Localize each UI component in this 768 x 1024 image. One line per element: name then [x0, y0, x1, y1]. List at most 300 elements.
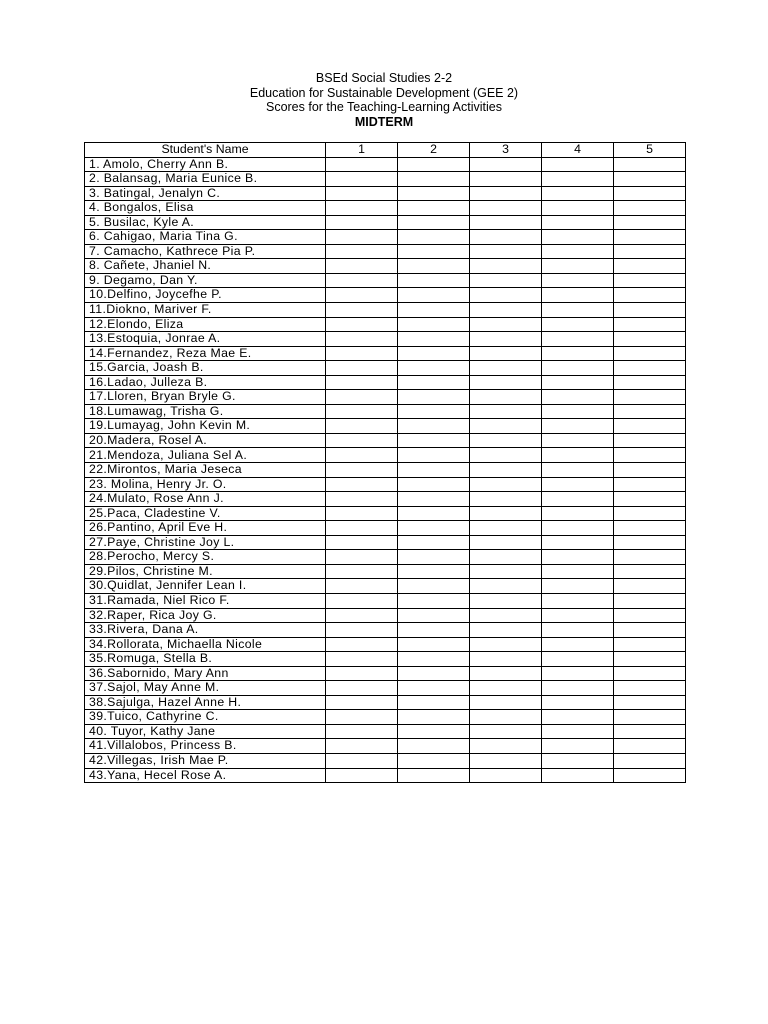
student-name-cell: 30.Quidlat, Jennifer Lean I.	[85, 579, 326, 594]
score-cell-activity-3	[470, 652, 542, 667]
score-cell-activity-5	[614, 433, 686, 448]
table-row	[85, 463, 686, 478]
score-cell-activity-4	[542, 739, 614, 754]
activity-4-header: 4	[542, 143, 614, 158]
score-cell-activity-1	[326, 768, 398, 783]
score-cell-activity-2	[398, 332, 470, 347]
table-row	[85, 593, 686, 608]
score-cell-activity-2	[398, 579, 470, 594]
score-cell-activity-2	[398, 361, 470, 376]
score-cell-activity-5	[614, 303, 686, 318]
score-cell-activity-3	[470, 332, 542, 347]
score-cell-activity-5	[614, 361, 686, 376]
score-cell-activity-3	[470, 390, 542, 405]
table-row	[85, 303, 686, 318]
table-row	[85, 579, 686, 594]
score-cell-activity-3	[470, 186, 542, 201]
score-cell-activity-4	[542, 506, 614, 521]
table-row	[85, 244, 686, 259]
score-cell-activity-2	[398, 681, 470, 696]
score-cell-activity-3	[470, 564, 542, 579]
score-cell-activity-4	[542, 724, 614, 739]
table-row	[85, 332, 686, 347]
student-name-cell: 7. Camacho, Kathrece Pia P.	[85, 244, 326, 259]
student-name-cell: 42.Villegas, Irish Mae P.	[85, 753, 326, 768]
score-cell-activity-2	[398, 448, 470, 463]
score-cell-activity-5	[614, 652, 686, 667]
score-cell-activity-2	[398, 521, 470, 536]
score-cell-activity-1	[326, 608, 398, 623]
table-row	[85, 375, 686, 390]
term-title: MIDTERM	[354, 114, 414, 129]
student-name-cell: 41.Villalobos, Princess B.	[85, 739, 326, 754]
table-row	[85, 288, 686, 303]
score-cell-activity-4	[542, 317, 614, 332]
course-section-title: BSEd Social Studies 2-2	[315, 71, 453, 85]
score-cell-activity-1	[326, 157, 398, 172]
score-cell-activity-1	[326, 564, 398, 579]
score-cell-activity-1	[326, 419, 398, 434]
score-cell-activity-1	[326, 739, 398, 754]
score-cell-activity-3	[470, 215, 542, 230]
score-cell-activity-5	[614, 404, 686, 419]
student-name-cell: 2. Balansag, Maria Eunice B.	[85, 172, 326, 187]
score-cell-activity-4	[542, 332, 614, 347]
student-name-cell: 28.Perocho, Mercy S.	[85, 550, 326, 565]
student-name-cell: 34.Rollorata, Michaella Nicole	[85, 637, 326, 652]
score-cell-activity-4	[542, 550, 614, 565]
score-cell-activity-4	[542, 404, 614, 419]
score-cell-activity-1	[326, 288, 398, 303]
student-name-cell: 26.Pantino, April Eve H.	[85, 521, 326, 536]
score-cell-activity-2	[398, 317, 470, 332]
student-name-cell: 23. Molina, Henry Jr. O.	[85, 477, 326, 492]
student-name-cell: 31.Ramada, Niel Rico F.	[85, 593, 326, 608]
student-name-cell: 3. Batingal, Jenalyn C.	[85, 186, 326, 201]
score-cell-activity-4	[542, 695, 614, 710]
score-cell-activity-1	[326, 259, 398, 274]
score-table-header-row	[85, 143, 686, 158]
score-cell-activity-3	[470, 593, 542, 608]
score-cell-activity-3	[470, 433, 542, 448]
student-name-cell: 27.Paye, Christine Joy L.	[85, 535, 326, 550]
score-cell-activity-5	[614, 681, 686, 696]
table-row	[85, 186, 686, 201]
score-cell-activity-4	[542, 259, 614, 274]
score-cell-activity-1	[326, 492, 398, 507]
table-row	[85, 637, 686, 652]
score-cell-activity-4	[542, 230, 614, 245]
score-cell-activity-3	[470, 273, 542, 288]
score-cell-activity-1	[326, 724, 398, 739]
score-cell-activity-5	[614, 230, 686, 245]
score-cell-activity-1	[326, 390, 398, 405]
score-cell-activity-1	[326, 317, 398, 332]
student-name-cell: 20.Madera, Rosel A.	[85, 433, 326, 448]
score-cell-activity-5	[614, 215, 686, 230]
score-cell-activity-2	[398, 593, 470, 608]
score-cell-activity-2	[398, 637, 470, 652]
table-row	[85, 317, 686, 332]
score-cell-activity-3	[470, 506, 542, 521]
student-name-cell: 35.Romuga, Stella B.	[85, 652, 326, 667]
table-row	[85, 157, 686, 172]
table-row	[85, 666, 686, 681]
score-cell-activity-4	[542, 390, 614, 405]
score-cell-activity-2	[398, 623, 470, 638]
score-cell-activity-4	[542, 448, 614, 463]
score-cell-activity-5	[614, 608, 686, 623]
student-name-cell: 37.Sajol, May Anne M.	[85, 681, 326, 696]
score-cell-activity-3	[470, 768, 542, 783]
score-cell-activity-3	[470, 244, 542, 259]
score-cell-activity-2	[398, 550, 470, 565]
score-cell-activity-4	[542, 579, 614, 594]
student-name-cell: 39.Tuico, Cathyrine C.	[85, 710, 326, 725]
score-cell-activity-2	[398, 652, 470, 667]
score-cell-activity-5	[614, 666, 686, 681]
table-row	[85, 390, 686, 405]
table-row	[85, 419, 686, 434]
score-cell-activity-5	[614, 477, 686, 492]
score-cell-activity-1	[326, 404, 398, 419]
score-cell-activity-3	[470, 608, 542, 623]
score-cell-activity-5	[614, 506, 686, 521]
score-cell-activity-1	[326, 681, 398, 696]
sheet-subtitle: Scores for the Teaching-Learning Activities	[265, 100, 502, 115]
score-cell-activity-4	[542, 768, 614, 783]
score-cell-activity-1	[326, 637, 398, 652]
table-row	[85, 710, 686, 725]
student-name-cell: 8. Cañete, Jhaniel N.	[85, 259, 326, 274]
student-name-cell: 13.Estoquia, Jonrae A.	[85, 332, 326, 347]
score-cell-activity-2	[398, 463, 470, 478]
score-cell-activity-1	[326, 433, 398, 448]
score-cell-activity-2	[398, 506, 470, 521]
score-cell-activity-1	[326, 332, 398, 347]
table-row	[85, 652, 686, 667]
score-cell-activity-4	[542, 303, 614, 318]
score-cell-activity-3	[470, 361, 542, 376]
table-row	[85, 695, 686, 710]
table-row	[85, 361, 686, 376]
score-cell-activity-4	[542, 288, 614, 303]
score-cell-activity-4	[542, 593, 614, 608]
score-cell-activity-2	[398, 157, 470, 172]
table-row	[85, 259, 686, 274]
score-cell-activity-3	[470, 201, 542, 216]
student-name-cell: 10.Delfino, Joycefhe P.	[85, 288, 326, 303]
score-cell-activity-1	[326, 695, 398, 710]
student-name-cell: 5. Busilac, Kyle A.	[85, 215, 326, 230]
score-cell-activity-1	[326, 666, 398, 681]
score-cell-activity-2	[398, 303, 470, 318]
table-row	[85, 433, 686, 448]
score-cell-activity-4	[542, 201, 614, 216]
table-row	[85, 739, 686, 754]
score-cell-activity-1	[326, 346, 398, 361]
score-cell-activity-1	[326, 753, 398, 768]
score-cell-activity-5	[614, 521, 686, 536]
student-name-cell: 19.Lumayag, John Kevin M.	[85, 419, 326, 434]
score-cell-activity-5	[614, 739, 686, 754]
score-cell-activity-5	[614, 623, 686, 638]
score-cell-activity-1	[326, 186, 398, 201]
student-name-cell: 33.Rivera, Dana A.	[85, 623, 326, 638]
score-cell-activity-3	[470, 710, 542, 725]
score-cell-activity-4	[542, 753, 614, 768]
score-cell-activity-5	[614, 390, 686, 405]
score-cell-activity-1	[326, 550, 398, 565]
score-cell-activity-2	[398, 273, 470, 288]
score-cell-activity-5	[614, 172, 686, 187]
score-cell-activity-5	[614, 492, 686, 507]
score-cell-activity-2	[398, 390, 470, 405]
table-row	[85, 550, 686, 565]
table-row	[85, 201, 686, 216]
score-cell-activity-5	[614, 288, 686, 303]
score-cell-activity-4	[542, 375, 614, 390]
table-row	[85, 768, 686, 783]
student-name-cell: 25.Paca, Cladestine V.	[85, 506, 326, 521]
score-cell-activity-4	[542, 623, 614, 638]
score-cell-activity-3	[470, 739, 542, 754]
score-cell-activity-1	[326, 201, 398, 216]
score-cell-activity-3	[470, 724, 542, 739]
score-cell-activity-1	[326, 652, 398, 667]
table-row	[85, 215, 686, 230]
score-cell-activity-2	[398, 230, 470, 245]
score-cell-activity-4	[542, 215, 614, 230]
score-cell-activity-4	[542, 710, 614, 725]
score-cell-activity-1	[326, 172, 398, 187]
score-cell-activity-2	[398, 215, 470, 230]
score-cell-activity-4	[542, 346, 614, 361]
score-cell-activity-4	[542, 186, 614, 201]
student-name-cell: 14.Fernandez, Reza Mae E.	[85, 346, 326, 361]
score-cell-activity-5	[614, 535, 686, 550]
activity-3-header: 3	[470, 143, 542, 158]
score-cell-activity-1	[326, 448, 398, 463]
student-name-cell: 36.Sabornido, Mary Ann	[85, 666, 326, 681]
score-cell-activity-2	[398, 695, 470, 710]
score-cell-activity-2	[398, 346, 470, 361]
score-cell-activity-2	[398, 608, 470, 623]
score-cell-activity-5	[614, 201, 686, 216]
table-row	[85, 521, 686, 536]
score-cell-activity-1	[326, 215, 398, 230]
score-cell-activity-4	[542, 681, 614, 696]
score-cell-activity-5	[614, 463, 686, 478]
score-cell-activity-4	[542, 652, 614, 667]
score-cell-activity-3	[470, 157, 542, 172]
score-cell-activity-5	[614, 768, 686, 783]
table-row	[85, 230, 686, 245]
score-cell-activity-1	[326, 623, 398, 638]
student-rows	[85, 157, 686, 783]
score-cell-activity-1	[326, 477, 398, 492]
score-cell-activity-3	[470, 448, 542, 463]
score-cell-activity-2	[398, 186, 470, 201]
score-cell-activity-3	[470, 404, 542, 419]
score-cell-activity-2	[398, 666, 470, 681]
score-cell-activity-1	[326, 506, 398, 521]
score-cell-activity-2	[398, 433, 470, 448]
table-row	[85, 172, 686, 187]
score-cell-activity-2	[398, 724, 470, 739]
score-cell-activity-3	[470, 521, 542, 536]
score-cell-activity-5	[614, 186, 686, 201]
score-cell-activity-4	[542, 666, 614, 681]
student-name-cell: 22.Mirontos, Maria Jeseca	[85, 463, 326, 478]
score-cell-activity-4	[542, 492, 614, 507]
score-cell-activity-3	[470, 681, 542, 696]
score-cell-activity-5	[614, 346, 686, 361]
score-cell-activity-4	[542, 244, 614, 259]
score-cell-activity-3	[470, 303, 542, 318]
score-cell-activity-4	[542, 477, 614, 492]
document-header	[0, 71, 768, 129]
student-name-header: Student's Name	[85, 143, 326, 158]
table-row	[85, 492, 686, 507]
score-cell-activity-3	[470, 666, 542, 681]
score-cell-activity-2	[398, 477, 470, 492]
score-cell-activity-4	[542, 521, 614, 536]
score-cell-activity-4	[542, 463, 614, 478]
score-cell-activity-5	[614, 724, 686, 739]
student-name-cell: 9. Degamo, Dan Y.	[85, 273, 326, 288]
score-cell-activity-5	[614, 593, 686, 608]
table-row	[85, 404, 686, 419]
score-cell-activity-1	[326, 361, 398, 376]
score-cell-activity-5	[614, 579, 686, 594]
score-cell-activity-5	[614, 448, 686, 463]
student-name-cell: 38.Sajulga, Hazel Anne H.	[85, 695, 326, 710]
score-cell-activity-3	[470, 419, 542, 434]
activity-1-header: 1	[326, 143, 398, 158]
score-cell-activity-5	[614, 273, 686, 288]
score-cell-activity-1	[326, 710, 398, 725]
score-cell-activity-1	[326, 375, 398, 390]
student-name-cell: 6. Cahigao, Maria Tina G.	[85, 230, 326, 245]
score-cell-activity-4	[542, 172, 614, 187]
score-cell-activity-5	[614, 419, 686, 434]
table-row	[85, 753, 686, 768]
score-cell-activity-3	[470, 259, 542, 274]
score-cell-activity-4	[542, 419, 614, 434]
student-name-cell: 24.Mulato, Rose Ann J.	[85, 492, 326, 507]
score-cell-activity-5	[614, 550, 686, 565]
score-cell-activity-2	[398, 375, 470, 390]
student-name-cell: 11.Diokno, Mariver F.	[85, 303, 326, 318]
score-cell-activity-2	[398, 564, 470, 579]
score-cell-activity-4	[542, 535, 614, 550]
score-cell-activity-5	[614, 564, 686, 579]
score-cell-activity-1	[326, 535, 398, 550]
score-cell-activity-2	[398, 244, 470, 259]
score-cell-activity-4	[542, 433, 614, 448]
score-cell-activity-5	[614, 157, 686, 172]
score-cell-activity-2	[398, 172, 470, 187]
score-cell-activity-3	[470, 230, 542, 245]
score-cell-activity-2	[398, 739, 470, 754]
score-cell-activity-3	[470, 288, 542, 303]
score-cell-activity-1	[326, 273, 398, 288]
score-cell-activity-1	[326, 593, 398, 608]
score-cell-activity-3	[470, 535, 542, 550]
score-cell-activity-3	[470, 550, 542, 565]
student-name-cell: 16.Ladao, Julleza B.	[85, 375, 326, 390]
activity-5-header: 5	[614, 143, 686, 158]
table-row	[85, 608, 686, 623]
student-name-cell: 40. Tuyor, Kathy Jane	[85, 724, 326, 739]
score-cell-activity-2	[398, 201, 470, 216]
score-table	[84, 142, 686, 783]
student-name-cell: 15.Garcia, Joash B.	[85, 361, 326, 376]
table-row	[85, 273, 686, 288]
score-cell-activity-3	[470, 463, 542, 478]
score-cell-activity-2	[398, 753, 470, 768]
student-name-cell: 32.Raper, Rica Joy G.	[85, 608, 326, 623]
score-cell-activity-2	[398, 710, 470, 725]
score-cell-activity-4	[542, 637, 614, 652]
student-name-cell: 21.Mendoza, Juliana Sel A.	[85, 448, 326, 463]
table-row	[85, 346, 686, 361]
score-cell-activity-5	[614, 259, 686, 274]
score-cell-activity-5	[614, 317, 686, 332]
score-cell-activity-1	[326, 521, 398, 536]
score-cell-activity-5	[614, 695, 686, 710]
table-row	[85, 623, 686, 638]
score-cell-activity-3	[470, 492, 542, 507]
score-cell-activity-4	[542, 157, 614, 172]
score-cell-activity-2	[398, 259, 470, 274]
table-row	[85, 535, 686, 550]
score-cell-activity-5	[614, 244, 686, 259]
score-cell-activity-1	[326, 579, 398, 594]
score-cell-activity-4	[542, 608, 614, 623]
score-cell-activity-3	[470, 695, 542, 710]
student-name-cell: 1. Amolo, Cherry Ann B.	[85, 157, 326, 172]
score-cell-activity-3	[470, 375, 542, 390]
score-cell-activity-5	[614, 637, 686, 652]
score-cell-activity-4	[542, 361, 614, 376]
score-cell-activity-3	[470, 753, 542, 768]
score-cell-activity-1	[326, 303, 398, 318]
score-cell-activity-3	[470, 172, 542, 187]
student-name-cell: 12.Elondo, Eliza	[85, 317, 326, 332]
activity-2-header: 2	[398, 143, 470, 158]
table-row	[85, 477, 686, 492]
table-row	[85, 564, 686, 579]
score-cell-activity-2	[398, 419, 470, 434]
score-cell-activity-2	[398, 288, 470, 303]
table-row	[85, 506, 686, 521]
score-cell-activity-2	[398, 768, 470, 783]
score-cell-activity-3	[470, 477, 542, 492]
student-name-cell: 4. Bongalos, Elisa	[85, 201, 326, 216]
score-cell-activity-3	[470, 623, 542, 638]
score-cell-activity-2	[398, 492, 470, 507]
score-cell-activity-5	[614, 753, 686, 768]
student-name-cell: 43.Yana, Hecel Rose A.	[85, 768, 326, 783]
course-name: Education for Sustainable Development (GEE 2)	[249, 85, 519, 100]
table-row	[85, 681, 686, 696]
student-name-cell: 18.Lumawag, Trisha G.	[85, 404, 326, 419]
student-name-cell: 17.Lloren, Bryan Bryle G.	[85, 390, 326, 405]
score-cell-activity-5	[614, 332, 686, 347]
score-cell-activity-2	[398, 404, 470, 419]
